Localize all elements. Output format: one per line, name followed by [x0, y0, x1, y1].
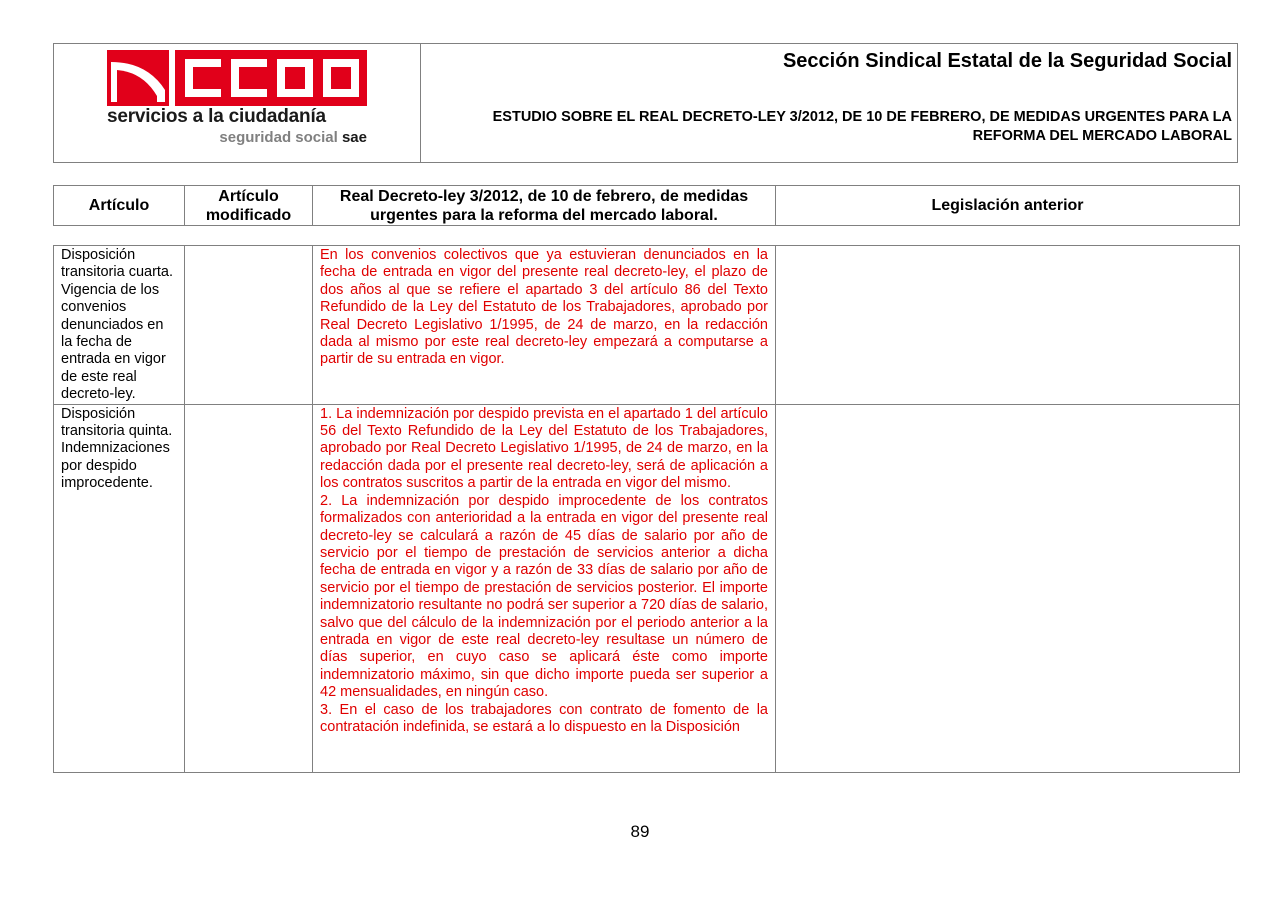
modified-cell [185, 246, 313, 405]
document-header [53, 43, 1238, 163]
logo-cell [54, 44, 421, 162]
article-cell: Disposición transitoria quinta. Indemnizaciones por despido improcedente. [54, 404, 185, 772]
page-title: Sección Sindical Estatal de la Seguridad Social [782, 50, 1232, 72]
column-header-table [53, 185, 1240, 226]
table-row [54, 404, 1240, 772]
modified-cell [185, 404, 313, 772]
column-header-modified: Artículo modificado [185, 186, 313, 226]
title-cell [421, 44, 1237, 162]
column-header-previous: Legislación anterior [776, 186, 1240, 226]
previous-legislation-cell [776, 246, 1240, 405]
logo-subtagline: seguridad social sae [219, 129, 367, 146]
decree-text-cell [313, 246, 776, 405]
decree-text-cell [313, 404, 776, 772]
page-subtitle: ESTUDIO SOBRE EL REAL DECRETO-LEY 3/2012, DE 10 DE FEBRERO, DE MEDIDAS URGENTES PARA LA REFORMA DEL MERCADO LABORAL [492, 109, 1232, 144]
paragraph: 1. La indemnización por despido prevista en el apartado 1 del artículo 56 del Texto Refundido de la Ley del Estatuto de los Trabajadores, aprobado por Real Decreto Legislativo 1/1995, de 24 de marzo, en la redacción dada por el presente real decreto-ley, será de aplicación a los contratos suscritos a partir de la entrada en vigor del mismo. [320, 405, 768, 492]
article-cell: Disposición transitoria cuarta. Vigencia de los convenios denunciados en la fecha de entrada en vigor de este real decreto-ley. [54, 246, 185, 405]
table-row [54, 246, 1240, 405]
paragraph: En los convenios colectivos que ya estuvieran denunciados en la fecha de entrada en vigor del presente real decreto-ley, el plazo de dos años al que se refiere el apartado 3 del artículo 86 del Texto Refundido de la Ley del Estatuto de los Trabajadores, aprobado por Real Decreto Legislativo 1/1995, de 24 de marzo, en la redacción dada al mismo por este real decreto-ley empezará a computarse a partir de su entrada en vigor. [320, 247, 768, 368]
content-table [53, 245, 1240, 773]
paragraph: 2. La indemnización por despido improcedente de los contratos formalizados con anterioridad a la entrada en vigor del presente real decreto-ley se calculará a razón de 45 días de salario por año de servicio por el tiempo de prestación de servicios anterior a dicha fecha de entrada en vigor y a razón de 33 días de salario por año de servicio por el tiempo de prestación de servicios posterior. El importe indemnizatorio resultante no podrá ser superior a 720 días de salario, salvo que del cálculo de la indemnización por el periodo anterior a la entrada en vigor de este real decreto-ley resultase un número de días superior, en cuyo caso se aplicará éste como importe indemnizatorio máximo, sin que dicho importe pueda ser superior a 42 mensualidades, en ningún caso. [320, 492, 768, 701]
column-header-article: Artículo [54, 186, 185, 226]
page-number: 89 [630, 822, 650, 841]
paragraph: 3. En el caso de los trabajadores con contrato de fomento de la contratación indefinida, se estará a lo dispuesto en la Disposición [320, 701, 768, 735]
logo-tagline: servicios a la ciudadanía [107, 106, 326, 127]
previous-legislation-cell [776, 404, 1240, 772]
ccoo-logo-icon [107, 50, 367, 106]
column-header-decree: Real Decreto-ley 3/2012, de 10 de febrero, de medidas urgentes para la reforma del mercado laboral. [313, 186, 776, 226]
paragraph-clip [320, 406, 768, 772]
